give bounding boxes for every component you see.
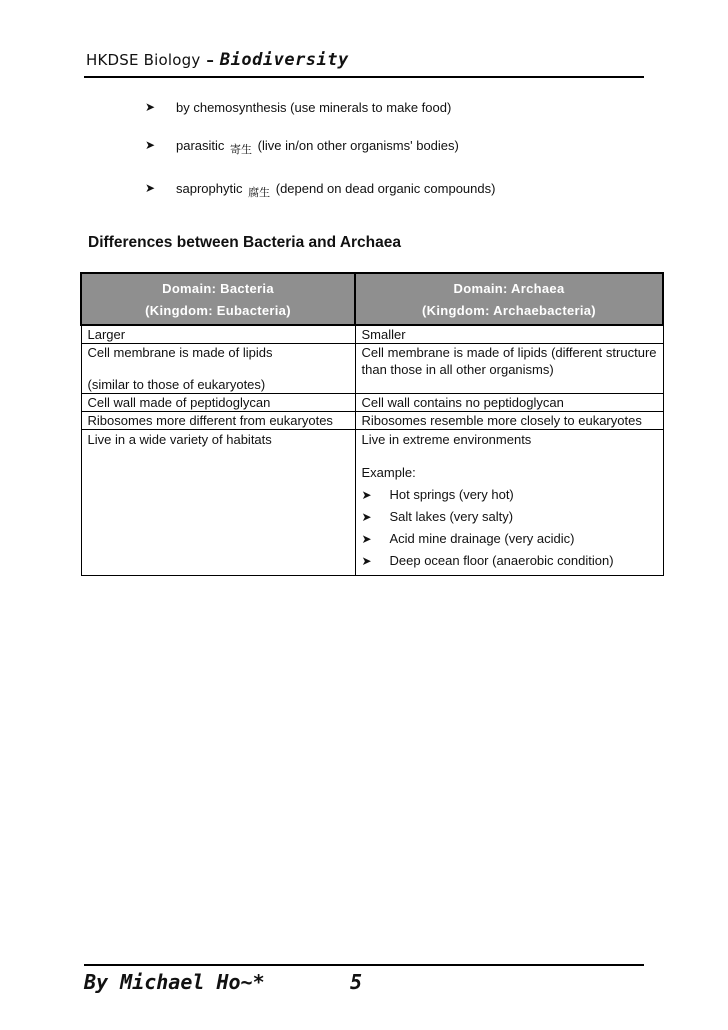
cell-bacteria: Cell membrane is made of lipids (similar to those of eukaryotes) <box>81 344 355 394</box>
table-row <box>81 394 663 412</box>
example-label: Example: <box>361 465 416 480</box>
header-rule <box>84 76 644 78</box>
arrowhead-bullet-icon: ➤ <box>145 138 156 152</box>
bullet-text: parasitic $_{寄生}$ (live in/on other organisms' bodies) <box>176 138 459 156</box>
cell-note: (similar to those of eukaryotes) <box>87 377 266 392</box>
header-dash: – <box>206 51 214 69</box>
table-row <box>81 430 663 576</box>
bullet-item <box>145 138 665 158</box>
section-heading: Differences between Bacteria and Archaea <box>88 234 401 251</box>
list-item: ➤ Salt lakes (very salty) <box>362 506 657 528</box>
list-item: ➤ Deep ocean floor (anaerobic condition) <box>362 550 657 572</box>
bullet-text: saprophytic $_{腐生}$ (depend on dead organic compounds) <box>176 181 496 199</box>
list-item: ➤ Acid mine drainage (very acidic) <box>362 528 657 550</box>
table-row <box>81 412 663 430</box>
cell-bacteria: Live in a wide variety of habitats <box>81 430 355 576</box>
cell-archaea: Ribosomes resemble more closely to eukaryotes <box>355 412 663 430</box>
habitat-text: Live in extreme environments <box>361 432 532 447</box>
comparison-table <box>80 272 664 576</box>
arrowhead-bullet-icon: ➤ <box>361 532 372 546</box>
header-bacteria: Domain: Bacteria (Kingdom: Eubacteria) <box>81 273 355 325</box>
page-header <box>84 44 644 78</box>
cell-archaea: Cell membrane is made of lipids (different structure than those in all other organisms) <box>355 344 663 394</box>
header-course: HKDSE Biology <box>86 51 201 69</box>
page-number: 5 <box>350 970 363 994</box>
chinese-term: 寄生 <box>230 144 253 156</box>
footer-rule <box>84 964 644 966</box>
bullet-text: by chemosynthesis (use minerals to make food) <box>176 100 452 115</box>
example-list <box>362 484 657 572</box>
bullet-item <box>145 181 665 201</box>
table-row <box>81 344 663 394</box>
cell-bacteria: Ribosomes more different from eukaryotes <box>81 412 355 430</box>
cell-archaea: Cell wall contains no peptidoglycan <box>355 394 663 412</box>
cell-archaea: Smaller <box>355 325 663 344</box>
bullet-item <box>145 100 665 120</box>
list-item: ➤ Hot springs (very hot) <box>362 484 657 506</box>
page-footer <box>84 960 644 1000</box>
cell-bacteria: Larger <box>81 325 355 344</box>
cell-archaea <box>355 430 663 576</box>
arrowhead-bullet-icon: ➤ <box>361 510 372 524</box>
table-header-row <box>81 273 663 325</box>
arrowhead-bullet-icon: ➤ <box>361 554 372 568</box>
nutrition-bullet-list <box>145 100 665 201</box>
header-title <box>86 50 349 70</box>
table-row <box>81 325 663 344</box>
header-archaea: Domain: Archaea (Kingdom: Archaebacteria) <box>355 273 663 325</box>
arrowhead-bullet-icon: ➤ <box>145 181 156 195</box>
footer-author: By Michael Ho~* <box>84 970 265 994</box>
header-topic: Biodiversity <box>219 50 349 70</box>
arrowhead-bullet-icon: ➤ <box>145 100 156 114</box>
cell-bacteria: Cell wall made of peptidoglycan <box>81 394 355 412</box>
chinese-term: 腐生 <box>248 187 271 199</box>
arrowhead-bullet-icon: ➤ <box>361 488 372 502</box>
